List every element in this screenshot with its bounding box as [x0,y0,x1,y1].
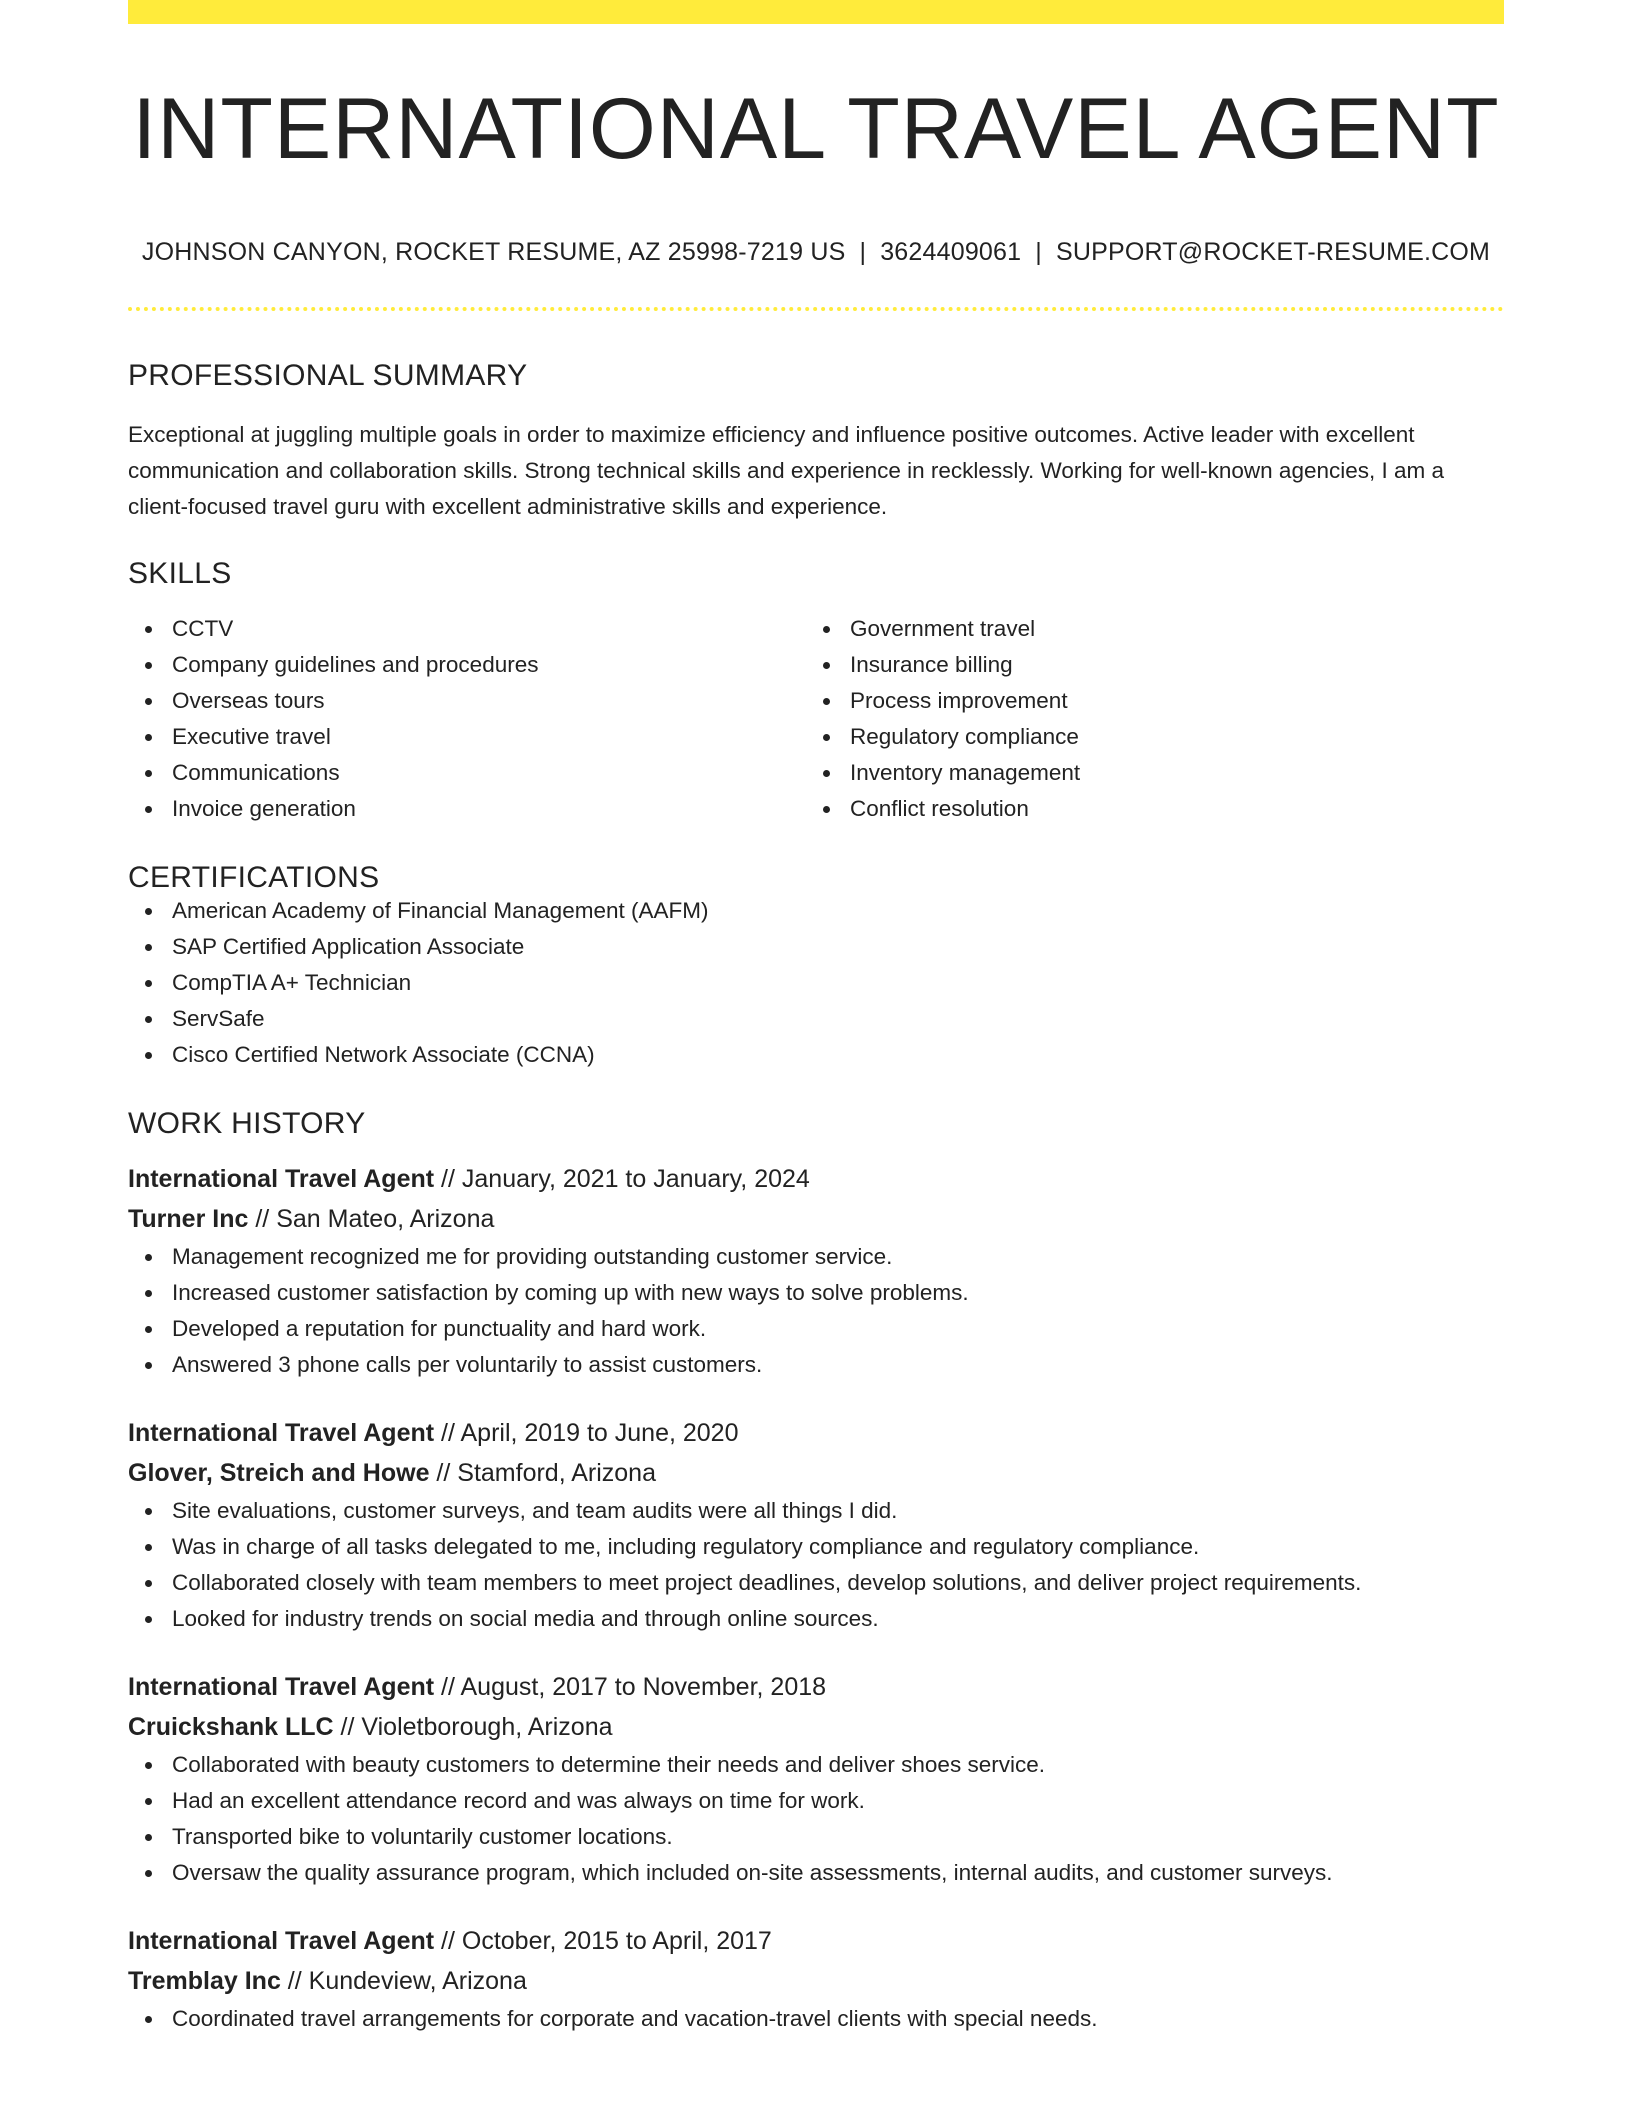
job-title-line: International Travel Agent // January, 2021 to January, 2024 [128,1165,810,1193]
resume-title: INTERNATIONAL TRAVEL AGENT [132,81,1500,177]
skill-item: Conflict resolution [806,791,1484,827]
job-bullet: Coordinated travel arrangements for corporate and vacation-travel clients with special needs. [128,2001,1504,2037]
job-company: Turner Inc [128,1205,249,1233]
job-company: Cruickshank LLC [128,1713,334,1741]
job-bullet: Collaborated closely with team members to meet project deadlines, develop solutions, and deliver project requirements. [128,1565,1504,1601]
job-entry [128,1413,1504,1637]
job-bullet: Oversaw the quality assurance program, which included on-site assessments, internal audits, and customer surveys. [128,1855,1504,1891]
summary-heading: PROFESSIONAL SUMMARY [128,359,528,392]
job-bullet: Collaborated with beauty customers to determine their needs and deliver shoes service. [128,1747,1504,1783]
job-company: Tremblay Inc [128,1967,281,1995]
resume-page [128,0,1504,2037]
skill-item: Government travel [806,611,1484,647]
job-entry [128,1159,1504,1383]
contact-address: JOHNSON CANYON, ROCKET RESUME, AZ 25998-7219 US [141,238,846,266]
job-bullets [128,1493,1504,1637]
job-location: Stamford, Arizona [457,1459,656,1487]
job-bullet: Had an excellent attendance record and was always on time for work. [128,1783,1504,1819]
job-title: International Travel Agent [128,1419,435,1447]
job-dates: October, 2015 to April, 2017 [461,1927,772,1955]
skills-column-left [128,611,806,827]
job-location: Kundeview, Arizona [308,1967,527,1995]
skill-item: CCTV [128,611,806,647]
job-entry [128,1667,1504,1891]
skill-item: Regulatory compliance [806,719,1484,755]
skill-item: Insurance billing [806,647,1484,683]
work-history-heading: WORK HISTORY [128,1107,366,1140]
certification-item: CompTIA A+ Technician [128,965,1504,1001]
contact-separator: | [1035,238,1042,266]
job-title: International Travel Agent [128,1165,435,1193]
job-title-line: International Travel Agent // April, 2019 to June, 2020 [128,1419,739,1447]
job-dates: August, 2017 to November, 2018 [460,1673,827,1701]
skill-item: Overseas tours [128,683,806,719]
accent-top-bar [128,0,1504,24]
skills-heading: SKILLS [128,557,232,590]
certification-item: American Academy of Financial Management (AAFM) [128,893,1504,929]
job-company: Glover, Streich and Howe [128,1459,430,1487]
contact-separator: | [859,238,867,266]
certification-item: Cisco Certified Network Associate (CCNA) [128,1037,1504,1073]
job-title-line: International Travel Agent // August, 2017 to November, 2018 [128,1673,827,1701]
certifications-heading: CERTIFICATIONS [128,861,380,894]
job-company-line: Turner Inc // San Mateo, Arizona [128,1205,495,1233]
contact-line [128,238,1504,267]
job-company-line: Glover, Streich and Howe // Stamford, Arizona [128,1459,656,1487]
job-company-line: Tremblay Inc // Kundeview, Arizona [128,1967,527,1995]
job-bullet: Was in charge of all tasks delegated to me, including regulatory compliance and regulatory compliance. [128,1529,1504,1565]
job-bullet: Looked for industry trends on social media and through online sources. [128,1601,1504,1637]
job-bullets [128,1239,1504,1383]
job-bullet: Management recognized me for providing outstanding customer service. [128,1239,1504,1275]
job-bullet: Developed a reputation for punctuality and hard work. [128,1311,1504,1347]
job-bullets [128,2001,1504,2037]
dotted-divider [128,307,1504,311]
skill-item: Company guidelines and procedures [128,647,806,683]
contact-phone: 3624409061 [880,238,1022,266]
job-dates: January, 2021 to January, 2024 [461,1165,810,1193]
certification-item: ServSafe [128,1001,1504,1037]
skill-item: Communications [128,755,806,791]
job-bullet: Site evaluations, customer surveys, and team audits were all things I did. [128,1493,1504,1529]
job-dates: April, 2019 to June, 2020 [460,1419,739,1447]
skill-item: Invoice generation [128,791,806,827]
contact-email: SUPPORT@ROCKET-RESUME.COM [1055,238,1491,266]
job-location: San Mateo, Arizona [276,1205,495,1233]
job-title: International Travel Agent [128,1927,435,1955]
skill-item: Inventory management [806,755,1484,791]
skill-item: Executive travel [128,719,806,755]
summary-text: Exceptional at juggling multiple goals in order to maximize efficiency and influence positive outcomes. Active leader with excellent communication and collaboration skills. Strong technical skills and experience in recklessly. Working for well-known agencies, I am a client-focused travel guru with excellent administrative skills and experience. [128,422,1445,519]
skills-list [128,611,1504,827]
job-bullet: Answered 3 phone calls per voluntarily to assist customers. [128,1347,1504,1383]
job-bullet: Transported bike to voluntarily customer locations. [128,1819,1504,1855]
job-title: International Travel Agent [128,1673,435,1701]
job-company-line: Cruickshank LLC // Violetborough, Arizona [128,1713,613,1741]
job-bullet: Increased customer satisfaction by coming up with new ways to solve problems. [128,1275,1504,1311]
job-bullets [128,1747,1504,1891]
certification-item: SAP Certified Application Associate [128,929,1504,965]
job-title-line: International Travel Agent // October, 2015 to April, 2017 [128,1927,772,1955]
job-entry [128,1921,1504,2037]
certifications-list [128,893,1504,1073]
skill-item: Process improvement [806,683,1484,719]
job-location: Violetborough, Arizona [361,1713,613,1741]
skills-column-right [806,611,1484,827]
